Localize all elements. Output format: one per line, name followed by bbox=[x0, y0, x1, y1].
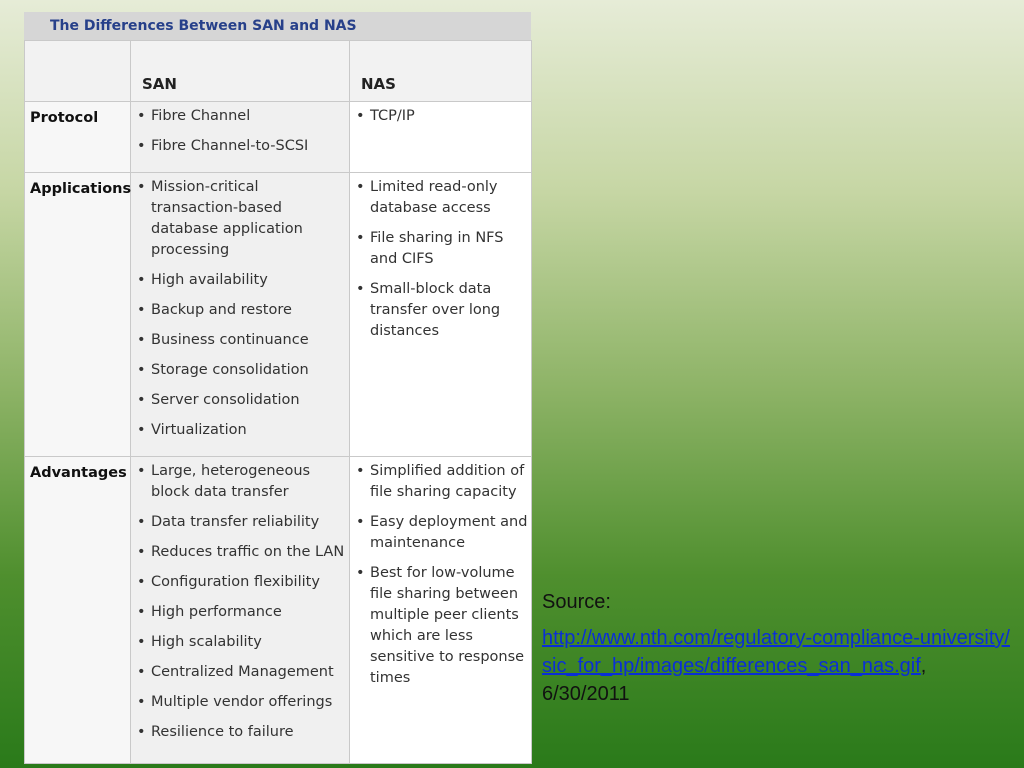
bullet-list bbox=[137, 461, 347, 743]
bullet-list bbox=[356, 106, 529, 127]
list-item: • TCP/IP bbox=[356, 106, 529, 127]
comparison-table bbox=[24, 40, 532, 764]
list-item: • Simplified addition of file sharing capacity bbox=[356, 461, 529, 503]
table-row-applications bbox=[25, 173, 532, 457]
nas-cell bbox=[350, 457, 532, 764]
source-reference bbox=[542, 624, 1012, 708]
list-item: • Data transfer reliability bbox=[137, 512, 347, 533]
list-item: • Server consolidation bbox=[137, 390, 347, 411]
san-cell bbox=[131, 102, 350, 173]
row-label: Protocol bbox=[25, 102, 131, 173]
nas-cell bbox=[350, 102, 532, 173]
list-item: • File sharing in NFS and CIFS bbox=[356, 228, 529, 270]
list-item: • Backup and restore bbox=[137, 300, 347, 321]
list-item: • Large, heterogeneous block data transfer bbox=[137, 461, 347, 503]
list-item: • Multiple vendor offerings bbox=[137, 692, 347, 713]
table-title: The Differences Between SAN and NAS bbox=[24, 12, 531, 40]
list-item: • Fibre Channel-to-SCSI bbox=[137, 136, 347, 157]
list-item: • Limited read-only database access bbox=[356, 177, 529, 219]
column-header-nas: NAS bbox=[350, 41, 532, 102]
source-citation bbox=[542, 588, 1012, 716]
list-item: • Fibre Channel bbox=[137, 106, 347, 127]
san-cell bbox=[131, 173, 350, 457]
bullet-list bbox=[356, 461, 529, 689]
bullet-list bbox=[137, 177, 347, 441]
list-item: • Best for low-volume file sharing between multiple peer clients which are less sensitive to response times bbox=[356, 563, 529, 689]
list-item: • Mission-critical transaction-based database application processing bbox=[137, 177, 347, 261]
san-cell bbox=[131, 457, 350, 764]
list-item: • Centralized Management bbox=[137, 662, 347, 683]
table-row-protocol bbox=[25, 102, 532, 173]
list-item: • Reduces traffic on the LAN bbox=[137, 542, 347, 563]
list-item: • Business continuance bbox=[137, 330, 347, 351]
nas-cell bbox=[350, 173, 532, 457]
column-header-san: SAN bbox=[131, 41, 350, 102]
list-item: • Resilience to failure bbox=[137, 722, 347, 743]
list-item: • High availability bbox=[137, 270, 347, 291]
header-blank-cell bbox=[25, 41, 131, 102]
source-date: , 6/30/2011 bbox=[542, 655, 927, 705]
list-item: • Small-block data transfer over long distances bbox=[356, 279, 529, 342]
list-item: • Configuration flexibility bbox=[137, 572, 347, 593]
bullet-list bbox=[356, 177, 529, 342]
list-item: • High scalability bbox=[137, 632, 347, 653]
row-label: Advantages bbox=[25, 457, 131, 764]
source-link[interactable]: http://www.nth.com/regulatory-compliance-university/sic_for_hp/images/differences_san_nas.gif bbox=[542, 627, 1010, 677]
list-item: • High performance bbox=[137, 602, 347, 623]
san-nas-comparison-table-image bbox=[24, 12, 531, 740]
list-item: • Easy deployment and maintenance bbox=[356, 512, 529, 554]
list-item: • Virtualization bbox=[137, 420, 347, 441]
table-row-advantages bbox=[25, 457, 532, 764]
header-row bbox=[25, 41, 532, 102]
list-item: • Storage consolidation bbox=[137, 360, 347, 381]
bullet-list bbox=[137, 106, 347, 157]
source-label: Source: bbox=[542, 591, 611, 613]
row-label: Applications bbox=[25, 173, 131, 457]
